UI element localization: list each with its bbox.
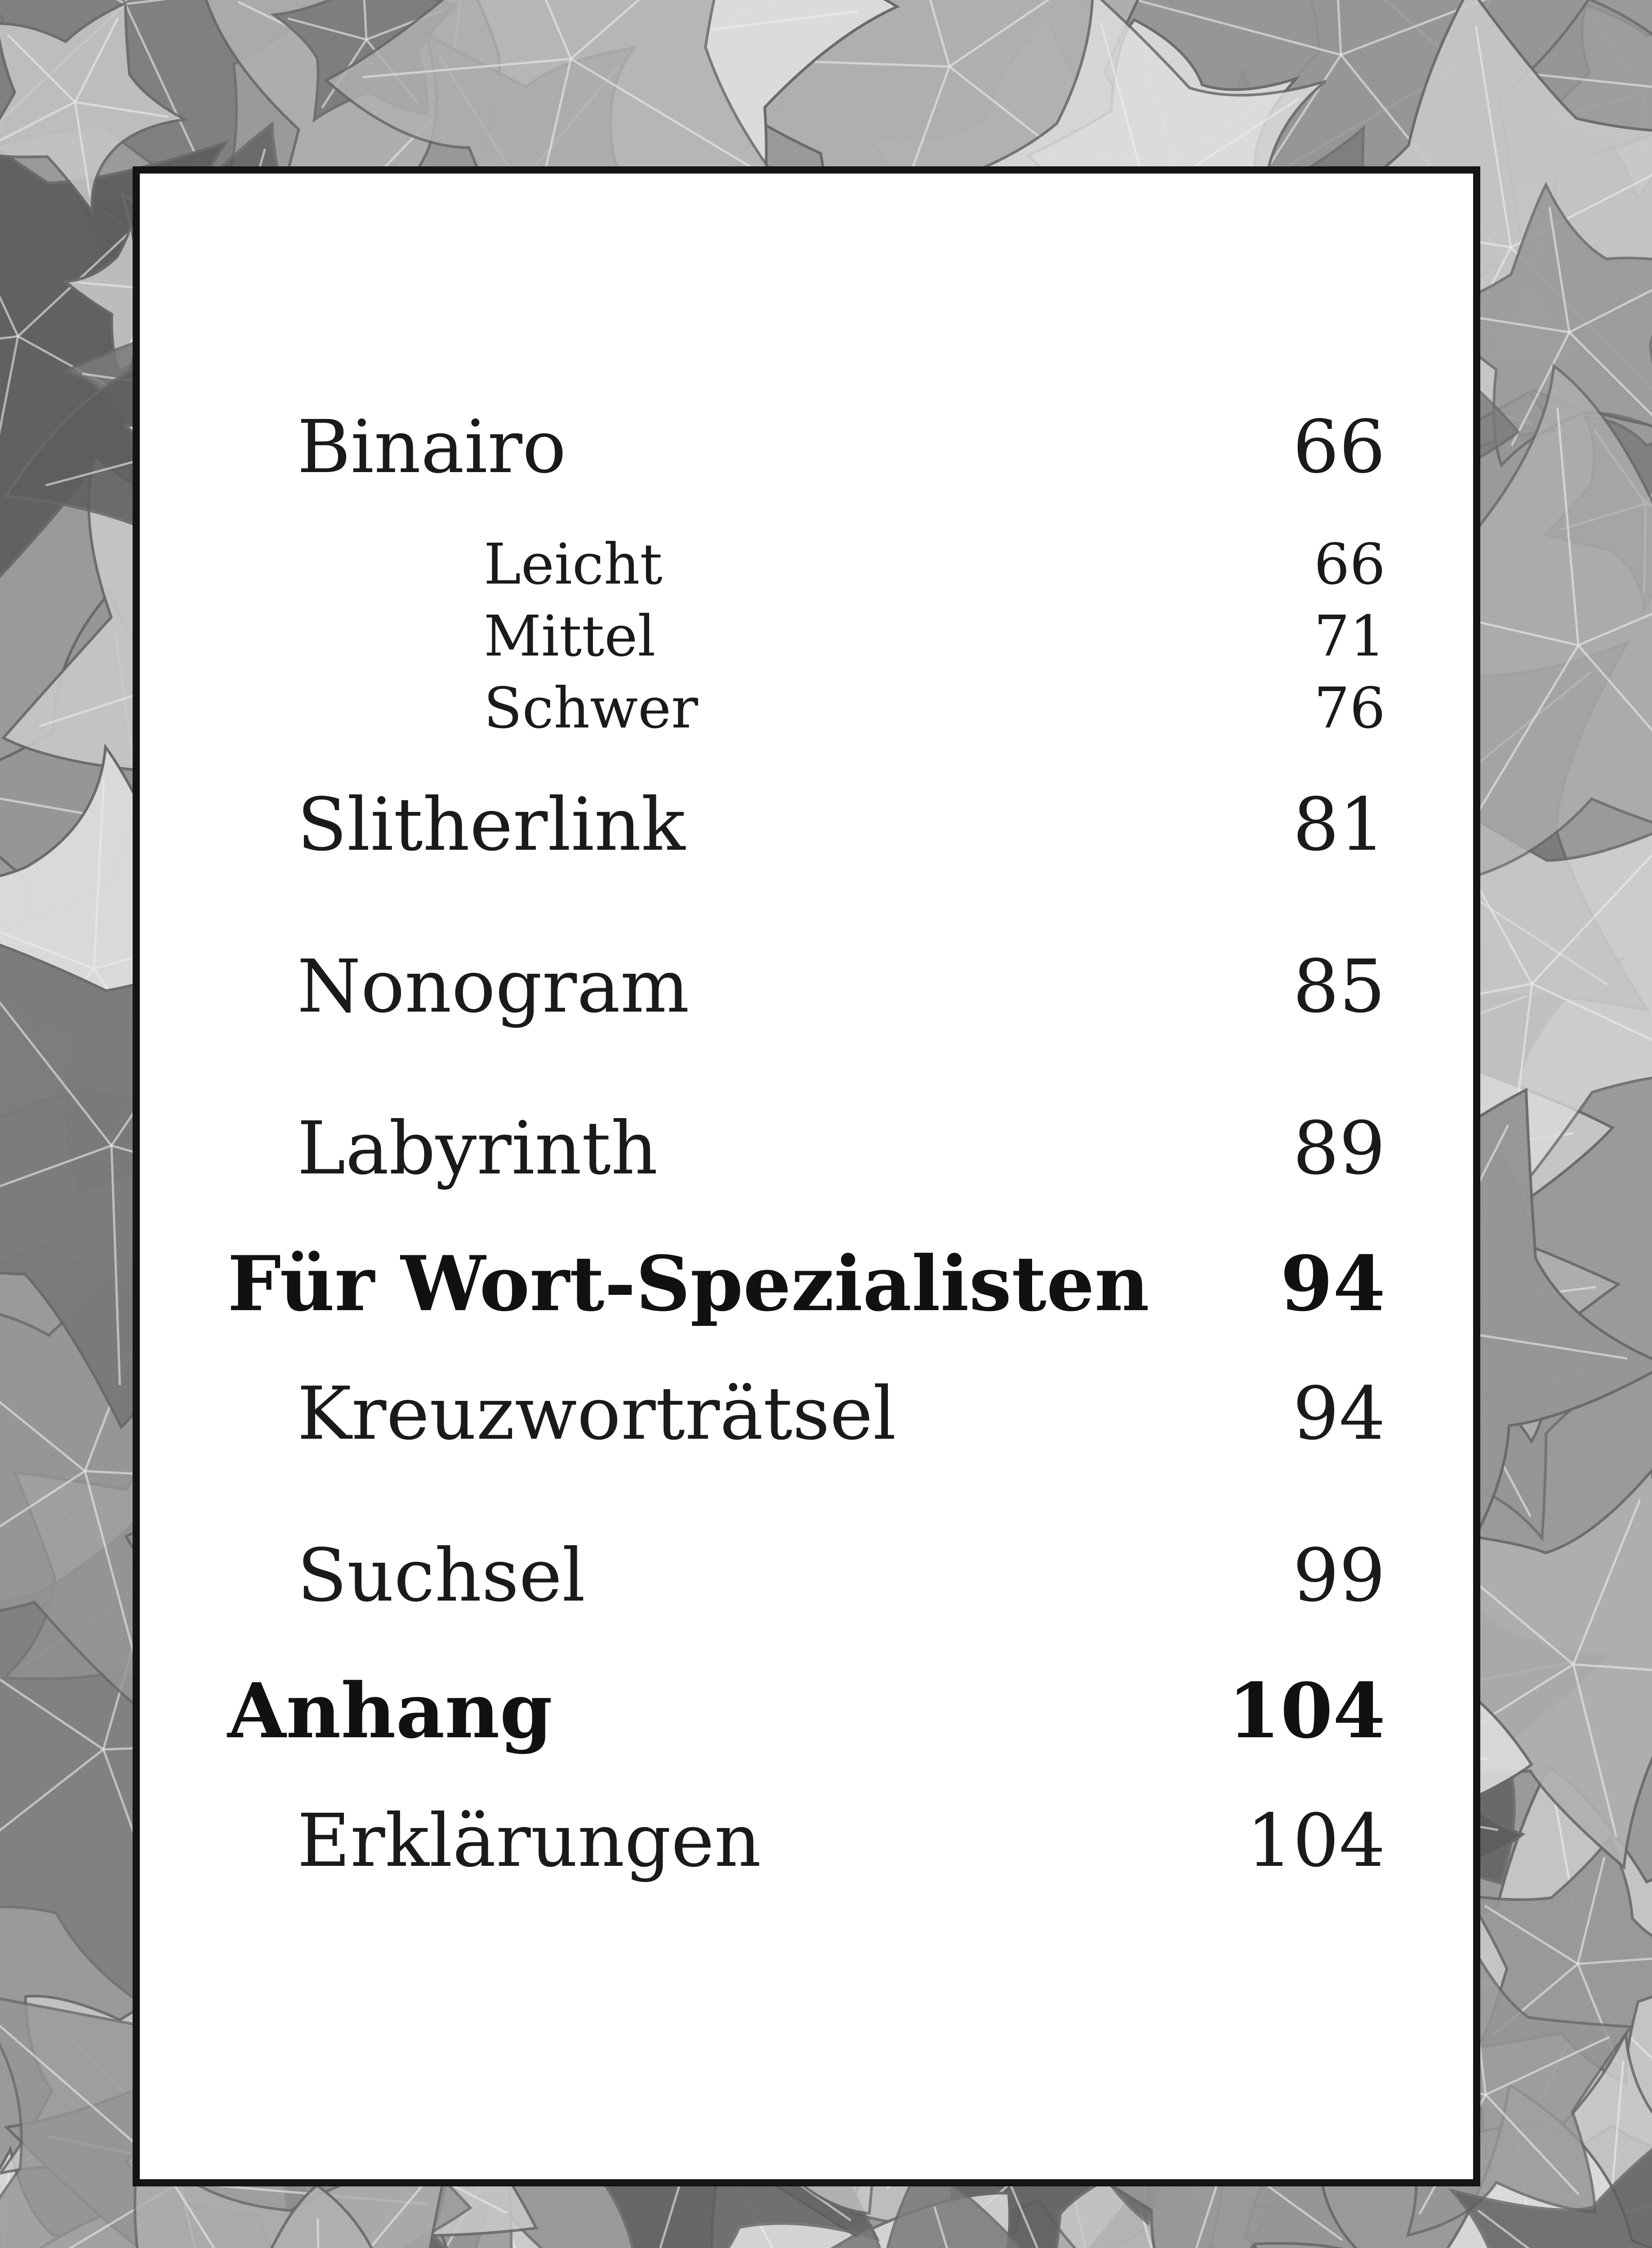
toc-entry-title: Suchsel bbox=[297, 1534, 586, 1618]
toc-entry-leicht[interactable] bbox=[140, 532, 1473, 597]
toc-entry-page: 89 bbox=[1292, 1106, 1385, 1191]
toc-entry-nonogram[interactable] bbox=[140, 945, 1473, 1029]
toc-entry-suchsel[interactable] bbox=[140, 1534, 1473, 1618]
toc-entry-page: 99 bbox=[1292, 1534, 1385, 1618]
toc-entry-page: 66 bbox=[1314, 532, 1385, 597]
toc-section-page: 94 bbox=[1280, 1239, 1385, 1328]
toc-entry-title: Leicht bbox=[484, 532, 663, 597]
toc-entry-schwer[interactable] bbox=[140, 676, 1473, 741]
toc-section-wort-spezialisten[interactable] bbox=[140, 1239, 1473, 1328]
toc-section-title: Für Wort-Spezialisten bbox=[227, 1239, 1149, 1328]
toc-entry-mittel[interactable] bbox=[140, 604, 1473, 669]
toc-entry-title: Schwer bbox=[484, 676, 698, 741]
toc-entry-labyrinth[interactable] bbox=[140, 1106, 1473, 1191]
toc-entry-page: 85 bbox=[1292, 945, 1385, 1029]
toc-entry-page: 66 bbox=[1292, 405, 1385, 490]
toc-entry-title: Mittel bbox=[484, 604, 656, 669]
toc-entry-title: Kreuzworträtsel bbox=[297, 1372, 896, 1456]
toc-entry-page: 94 bbox=[1292, 1372, 1385, 1456]
toc-entry-page: 104 bbox=[1246, 1799, 1385, 1883]
toc-section-title: Anhang bbox=[227, 1666, 553, 1755]
toc-entry-title: Slitherlink bbox=[297, 783, 686, 867]
toc-entry-title: Labyrinth bbox=[297, 1106, 658, 1191]
toc-entry-page: 76 bbox=[1314, 676, 1385, 741]
toc-entry-kreuzwortraetsel[interactable] bbox=[140, 1372, 1473, 1456]
toc-entry-page: 81 bbox=[1292, 783, 1385, 867]
toc-entry-page: 71 bbox=[1314, 604, 1385, 669]
toc-section-anhang[interactable] bbox=[140, 1666, 1473, 1755]
toc-entry-title: Binairo bbox=[297, 405, 566, 490]
toc-entry-binairo[interactable] bbox=[140, 405, 1473, 490]
toc-entry-slitherlink[interactable] bbox=[140, 783, 1473, 867]
toc-entry-title: Nonogram bbox=[297, 945, 690, 1029]
toc-entry-title: Erklärungen bbox=[297, 1799, 761, 1883]
toc-entry-erklaerungen[interactable] bbox=[140, 1799, 1473, 1883]
toc-section-page: 104 bbox=[1228, 1666, 1385, 1755]
table-of-contents-panel bbox=[133, 166, 1480, 2186]
